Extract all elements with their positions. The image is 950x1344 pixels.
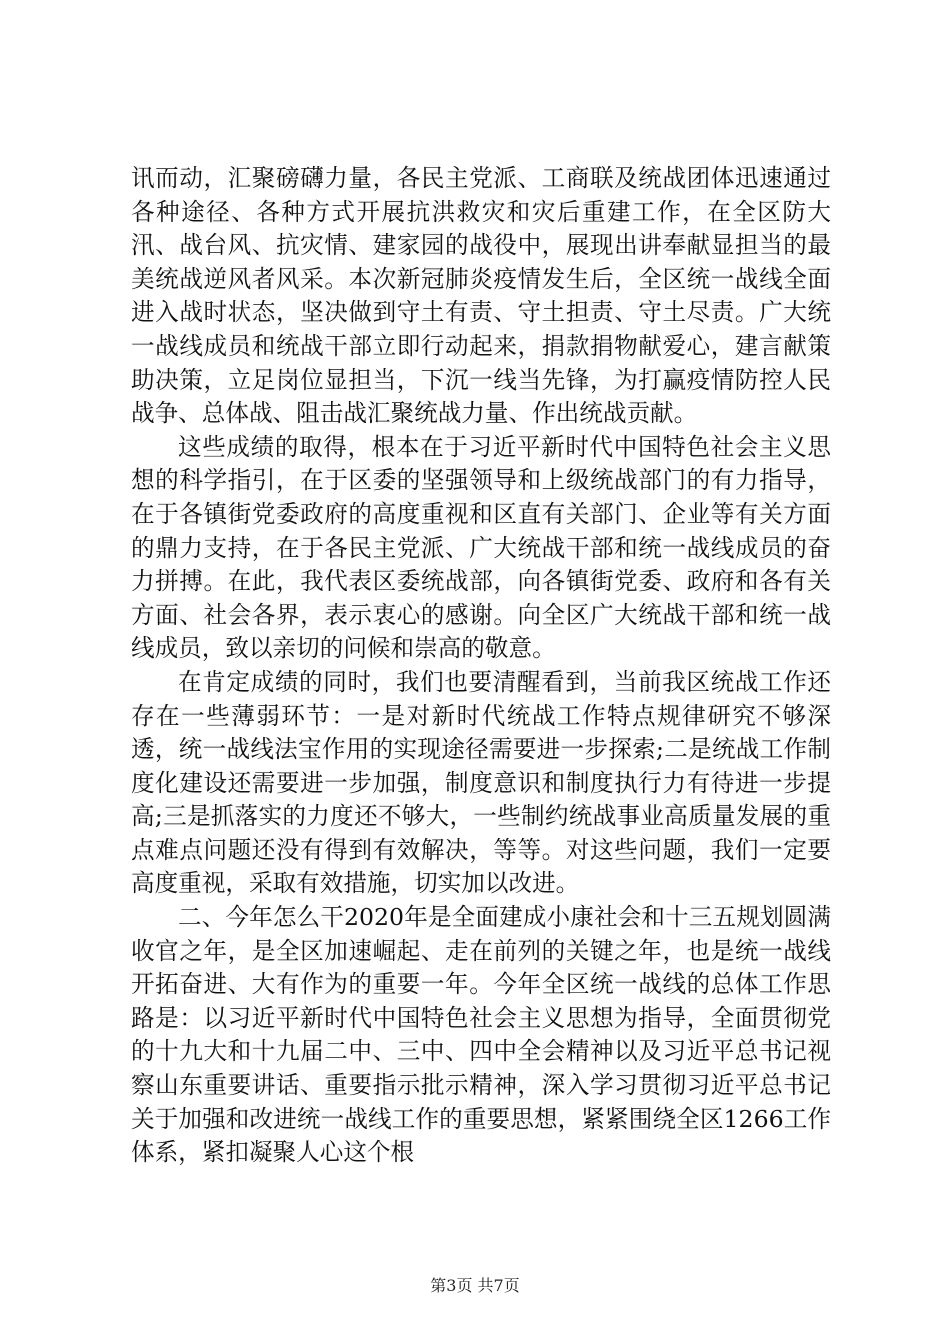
page-footer: 第3页 共7页 xyxy=(430,1276,520,1295)
document-body xyxy=(131,162,831,1170)
paragraph-1: 讯而动，汇聚磅礴力量，各民主党派、工商联及统战团体迅速通过各种途径、各种方式开展抗洪救灾和灾后重建工作，在全区防大汛、战台风、抗灾情、建家园的战役中，展现出讲奉献显担当的最美统战逆风者风采。本次新冠肺炎疫情发生后，全区统一战线全面进入战时状态，坚决做到守土有责、守土担责、守土尽责。广大统一战线成员和统战干部立即行动起来，捐款捐物献爱心，建言献策助决策，立足岗位显担当，下沉一线当先锋，为打赢疫情防控人民战争、总体战、阻击战汇聚统战力量、作出统战贡献。 xyxy=(131,164,831,428)
paragraph-4: 二、今年怎么干2020年是全面建成小康社会和十三五规划圆满收官之年，是全区加速崛起、走在前列的关键之年，也是统一战线开拓奋进、大有作为的重要一年。今年全区统一战线的总体工作思路是：以习近平新时代中国特色社会主义思想为指导，全面贯彻党的十九大和十九届二中、三中、四中全会精神以及习近平总书记视察山东重要讲话、重要指示批示精神，深入学习贯彻习近平总书记关于加强和改进统一战线工作的重要思想，紧紧围绕全区1266工作体系，紧扣凝聚人心这个根 xyxy=(131,903,831,1167)
paragraph-2: 这些成绩的取得，根本在于习近平新时代中国特色社会主义思想的科学指引，在于区委的坚强领导和上级统战部门的有力指导，在于各镇街党委政府的高度重视和区直有关部门、企业等有关方面的鼎力支持，在于各民主党派、广大统战干部和统一战线成员的奋力拼搏。在此，我代表区委统战部，向各镇街党委、政府和各有关方面、社会各界，表示衷心的感谢。向全区广大统战干部和统一战线成员，致以亲切的问候和崇高的敬意。 xyxy=(131,432,831,663)
paragraph-3: 在肯定成绩的同时，我们也要清醒看到，当前我区统战工作还存在一些薄弱环节：一是对新时代统战工作特点规律研究不够深透，统一战线法宝作用的实现途径需要进一步探索;二是统战工作制度化建设还需要进一步加强，制度意识和制度执行力有待进一步提高;三是抓落实的力度还不够大，一些制约统战事业高质量发展的重点难点问题还没有得到有效解决，等等。对这些问题，我们一定要高度重视，采取有效措施，切实加以改进。 xyxy=(131,667,831,898)
